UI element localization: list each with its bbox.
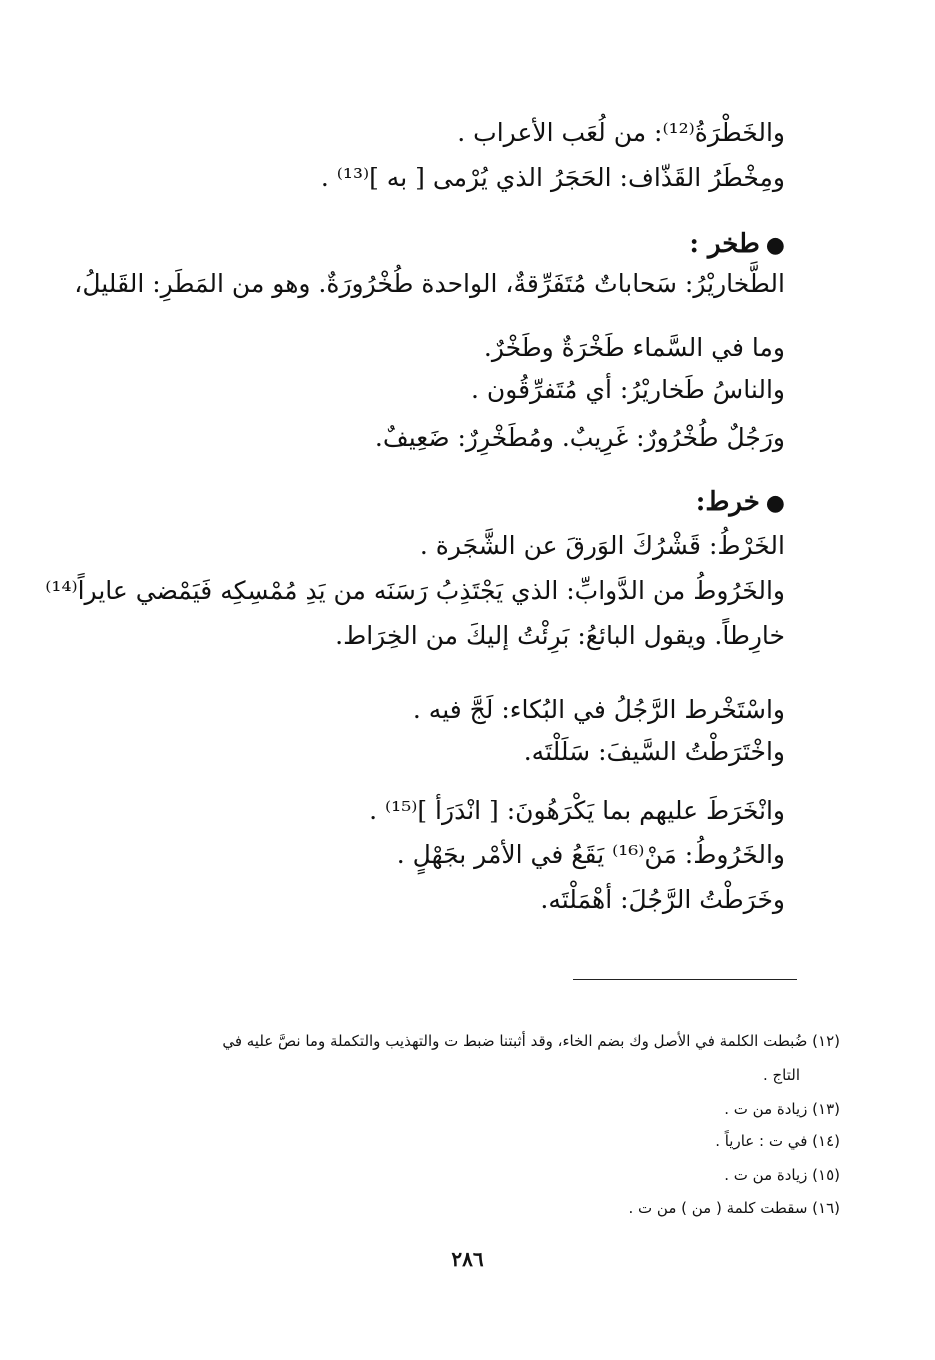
entry-heading-text: طخر : xyxy=(689,229,760,259)
text-line: ومِخْطَرُ القَذّاف: الحَجَرُ الذي يُرْمى [ به ]⁽¹³⁾ . xyxy=(320,163,785,192)
bullet-icon: ● xyxy=(765,232,785,258)
text-line: واخْتَرَطْتُ السَّيفَ: سَلَلْتَه. xyxy=(523,737,785,766)
footnote: (١٦) سقطت كلمة ( من ) من ت . xyxy=(628,1199,840,1217)
text-line: الخَرْطُ: قَشْرُكَ الوَرقَ عن الشَّجَرة . xyxy=(419,531,785,560)
text-line: الطَّخاريْرُ: سَحاباتٌ مُتَفَرِّقةٌ، الواحدة طُخْرُورَةٌ. وهو من المَطَرِ: القَليلُ، xyxy=(74,269,785,298)
text-line: واسْتَخْرط الرَّجُلُ في البُكاء: لَجَّ فيه . xyxy=(412,695,785,724)
text-line: ورَجُلٌ طُخْرُورٌ: غَرِيبٌ. ومُطَخْرِرٌ: ضَعِيفٌ. xyxy=(374,423,785,452)
footnote-separator xyxy=(573,979,797,980)
footnote: (١٤) في ت : عارياً . xyxy=(715,1132,840,1150)
entry-heading xyxy=(696,484,785,521)
text-line: والخَرُوطُ من الدَّوابِّ: الذي يَجْتَذِبُ رَسَنَه من يَدِ مُمْسِكِه فَيَمْضي عايراً⁽¹⁴⁾ xyxy=(45,576,785,605)
text-line: والخَطْرَةُ⁽¹²⁾: من لُعَب الأعراب . xyxy=(457,118,785,147)
text-line: والخَرُوطُ: مَنْ⁽¹⁶⁾ يَقَعُ في الأمْر بجَهْلٍ . xyxy=(396,840,785,869)
entry-heading xyxy=(689,226,785,263)
footnote: التاج . xyxy=(762,1066,800,1084)
text-line: وخَرَطْتُ الرَّجُلَ: أهْمَلْتَه. xyxy=(540,885,785,914)
footnote: (١٥) زيادة من ت . xyxy=(724,1166,840,1184)
page-number: ٢٨٦ xyxy=(451,1247,484,1271)
footnote: (١٢) ضُبطت الكلمة في الأصل وك بضم الخاء، وقد أثبتنا ضبط ت والتهذيب والتكملة وما نصَّ عليه في xyxy=(222,1032,840,1050)
text-line: خارِطاً. ويقول البائعُ: بَرِئْتُ إليكَ من الخِرَاط. xyxy=(335,621,785,650)
text-line: وانْخَرَطَ عليهم بما يَكْرَهُونَ: [ انْدَرَأ ]⁽¹⁵⁾ . xyxy=(369,796,785,825)
entry-heading-text: خرط: xyxy=(695,487,760,517)
footnote: (١٣) زيادة من ت . xyxy=(724,1100,840,1118)
text-line: وما في السَّماء طَخْرَةٌ وطَخْرٌ. xyxy=(483,333,785,362)
text-line: والناسُ طَخاريْرُ: أي مُتَفرِّقُون . xyxy=(470,375,785,404)
bullet-icon: ● xyxy=(765,490,785,516)
